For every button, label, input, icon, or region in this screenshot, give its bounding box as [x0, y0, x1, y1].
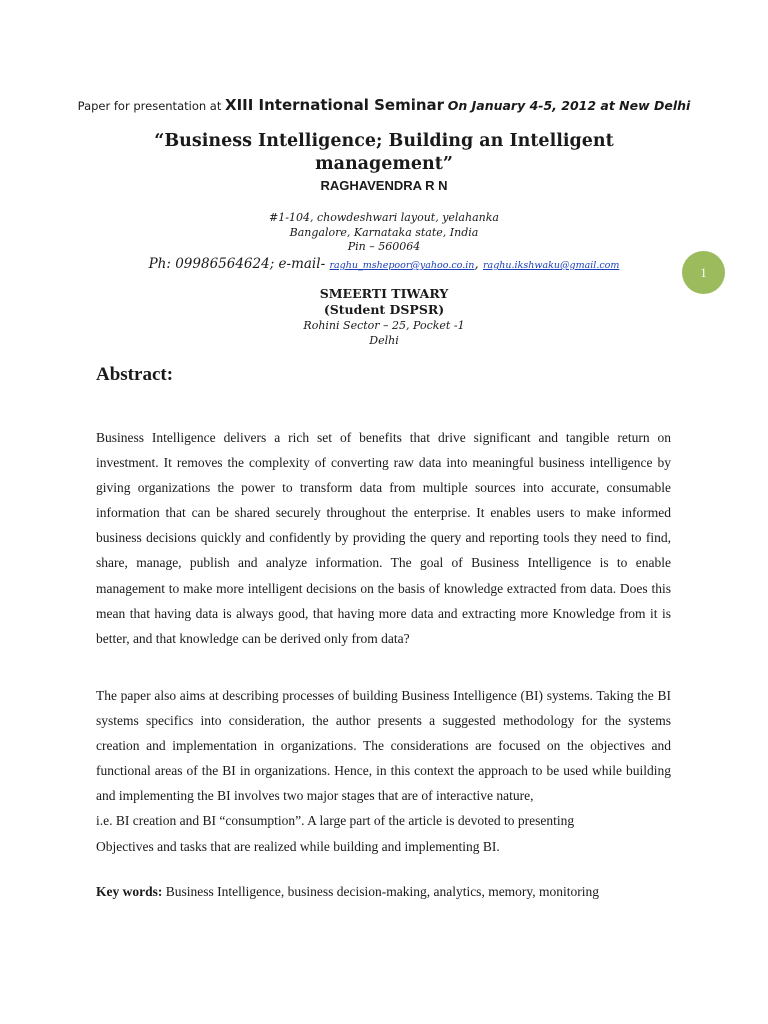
- header-prefix: Paper for presentation at: [77, 99, 222, 113]
- author-2-address-line-2: Delhi: [369, 333, 399, 347]
- seminar-date: On January 4-5, 2012 at New Delhi: [447, 98, 691, 113]
- keywords-label: Key words:: [96, 884, 163, 899]
- email-separator: ,: [474, 256, 479, 272]
- author-2-address: [0, 319, 768, 348]
- paragraph-2-line-9: Objectives and tasks that are realized while building and implementing BI.: [96, 838, 500, 854]
- abstract-paragraph-1: Business Intelligence delivers a rich set of benefits that drive significant and tangible return on investment. It removes the complexity of converting raw data into meaningful business intelligence by giving organizations the power to transform data from multiple sources into accurate, consumable information that can be shared securely throughout the enterprise. It enables users to make informed business decisions quickly and confidently by providing the query and reporting tools they need to find, share, manage, publish and analyze information. The goal of Business Intelligence is to enable management to make more intelligent decisions on the basis of knowledge extracted from data. Does this mean that having data is always good, that having more data and extracting more Knowledge from it is better, and that knowledge can be derived only from data?: [96, 430, 671, 646]
- email-link-1[interactable]: raghu_mshepoor@yahoo.co.in: [329, 260, 475, 271]
- page-number-badge: 1: [682, 251, 725, 294]
- paragraph-2-line-8: i.e. BI creation and BI “consumption”. A large part of the article is devoted to presenting: [96, 813, 575, 829]
- title-line-2: management”: [315, 154, 453, 174]
- abstract-heading: Abstract:: [96, 364, 174, 385]
- author-1-address-line-3: Pin – 560064: [347, 240, 421, 253]
- author-2: [0, 286, 768, 318]
- keywords-text: Business Intelligence, business decision-making, analytics, memory, monitoring: [162, 884, 600, 899]
- email-link-2[interactable]: raghu.ikshwaku@gmail.com: [482, 260, 620, 271]
- seminar-name: XIII International Seminar: [225, 96, 445, 114]
- author-2-role: (Student DSPSR): [323, 302, 445, 317]
- author-1-address-line-2: Bangalore, Karnataka state, India: [289, 225, 479, 239]
- author-2-address-line-1: Rohini Sector – 25, Pocket -1: [303, 319, 465, 332]
- paragraph-2-body: The paper also aims at describing processes of building Business Intelligence (BI) systems. Taking the BI systems specifics into consideration, the author presents a suggested methodology for the systems creation and implementation in organizations. The considerations are focused on the objectives and functional areas of the BI in organizations. Hence, in this context the approach to be used while building and implementing the BI involves two major stages that are of interactive nature,: [96, 688, 671, 804]
- author-1-address-line-1: #1-104, chowdeshwari layout, yelahanka: [269, 211, 499, 224]
- title-line-1: “Business Intelligence; Building an Intelligent: [154, 131, 614, 151]
- author-1-contact: [0, 256, 768, 272]
- contact-phone: Ph: 09986564624; e-mail-: [148, 256, 326, 272]
- author-1-address: [0, 211, 768, 255]
- keywords: [96, 884, 696, 900]
- presentation-header: [0, 96, 768, 114]
- abstract-paragraph-2: [96, 683, 671, 859]
- author-2-name: SMEERTI TIWARY: [319, 286, 449, 301]
- author-1-name: RAGHAVENDRA R N: [320, 178, 448, 193]
- paper-title: [100, 130, 668, 176]
